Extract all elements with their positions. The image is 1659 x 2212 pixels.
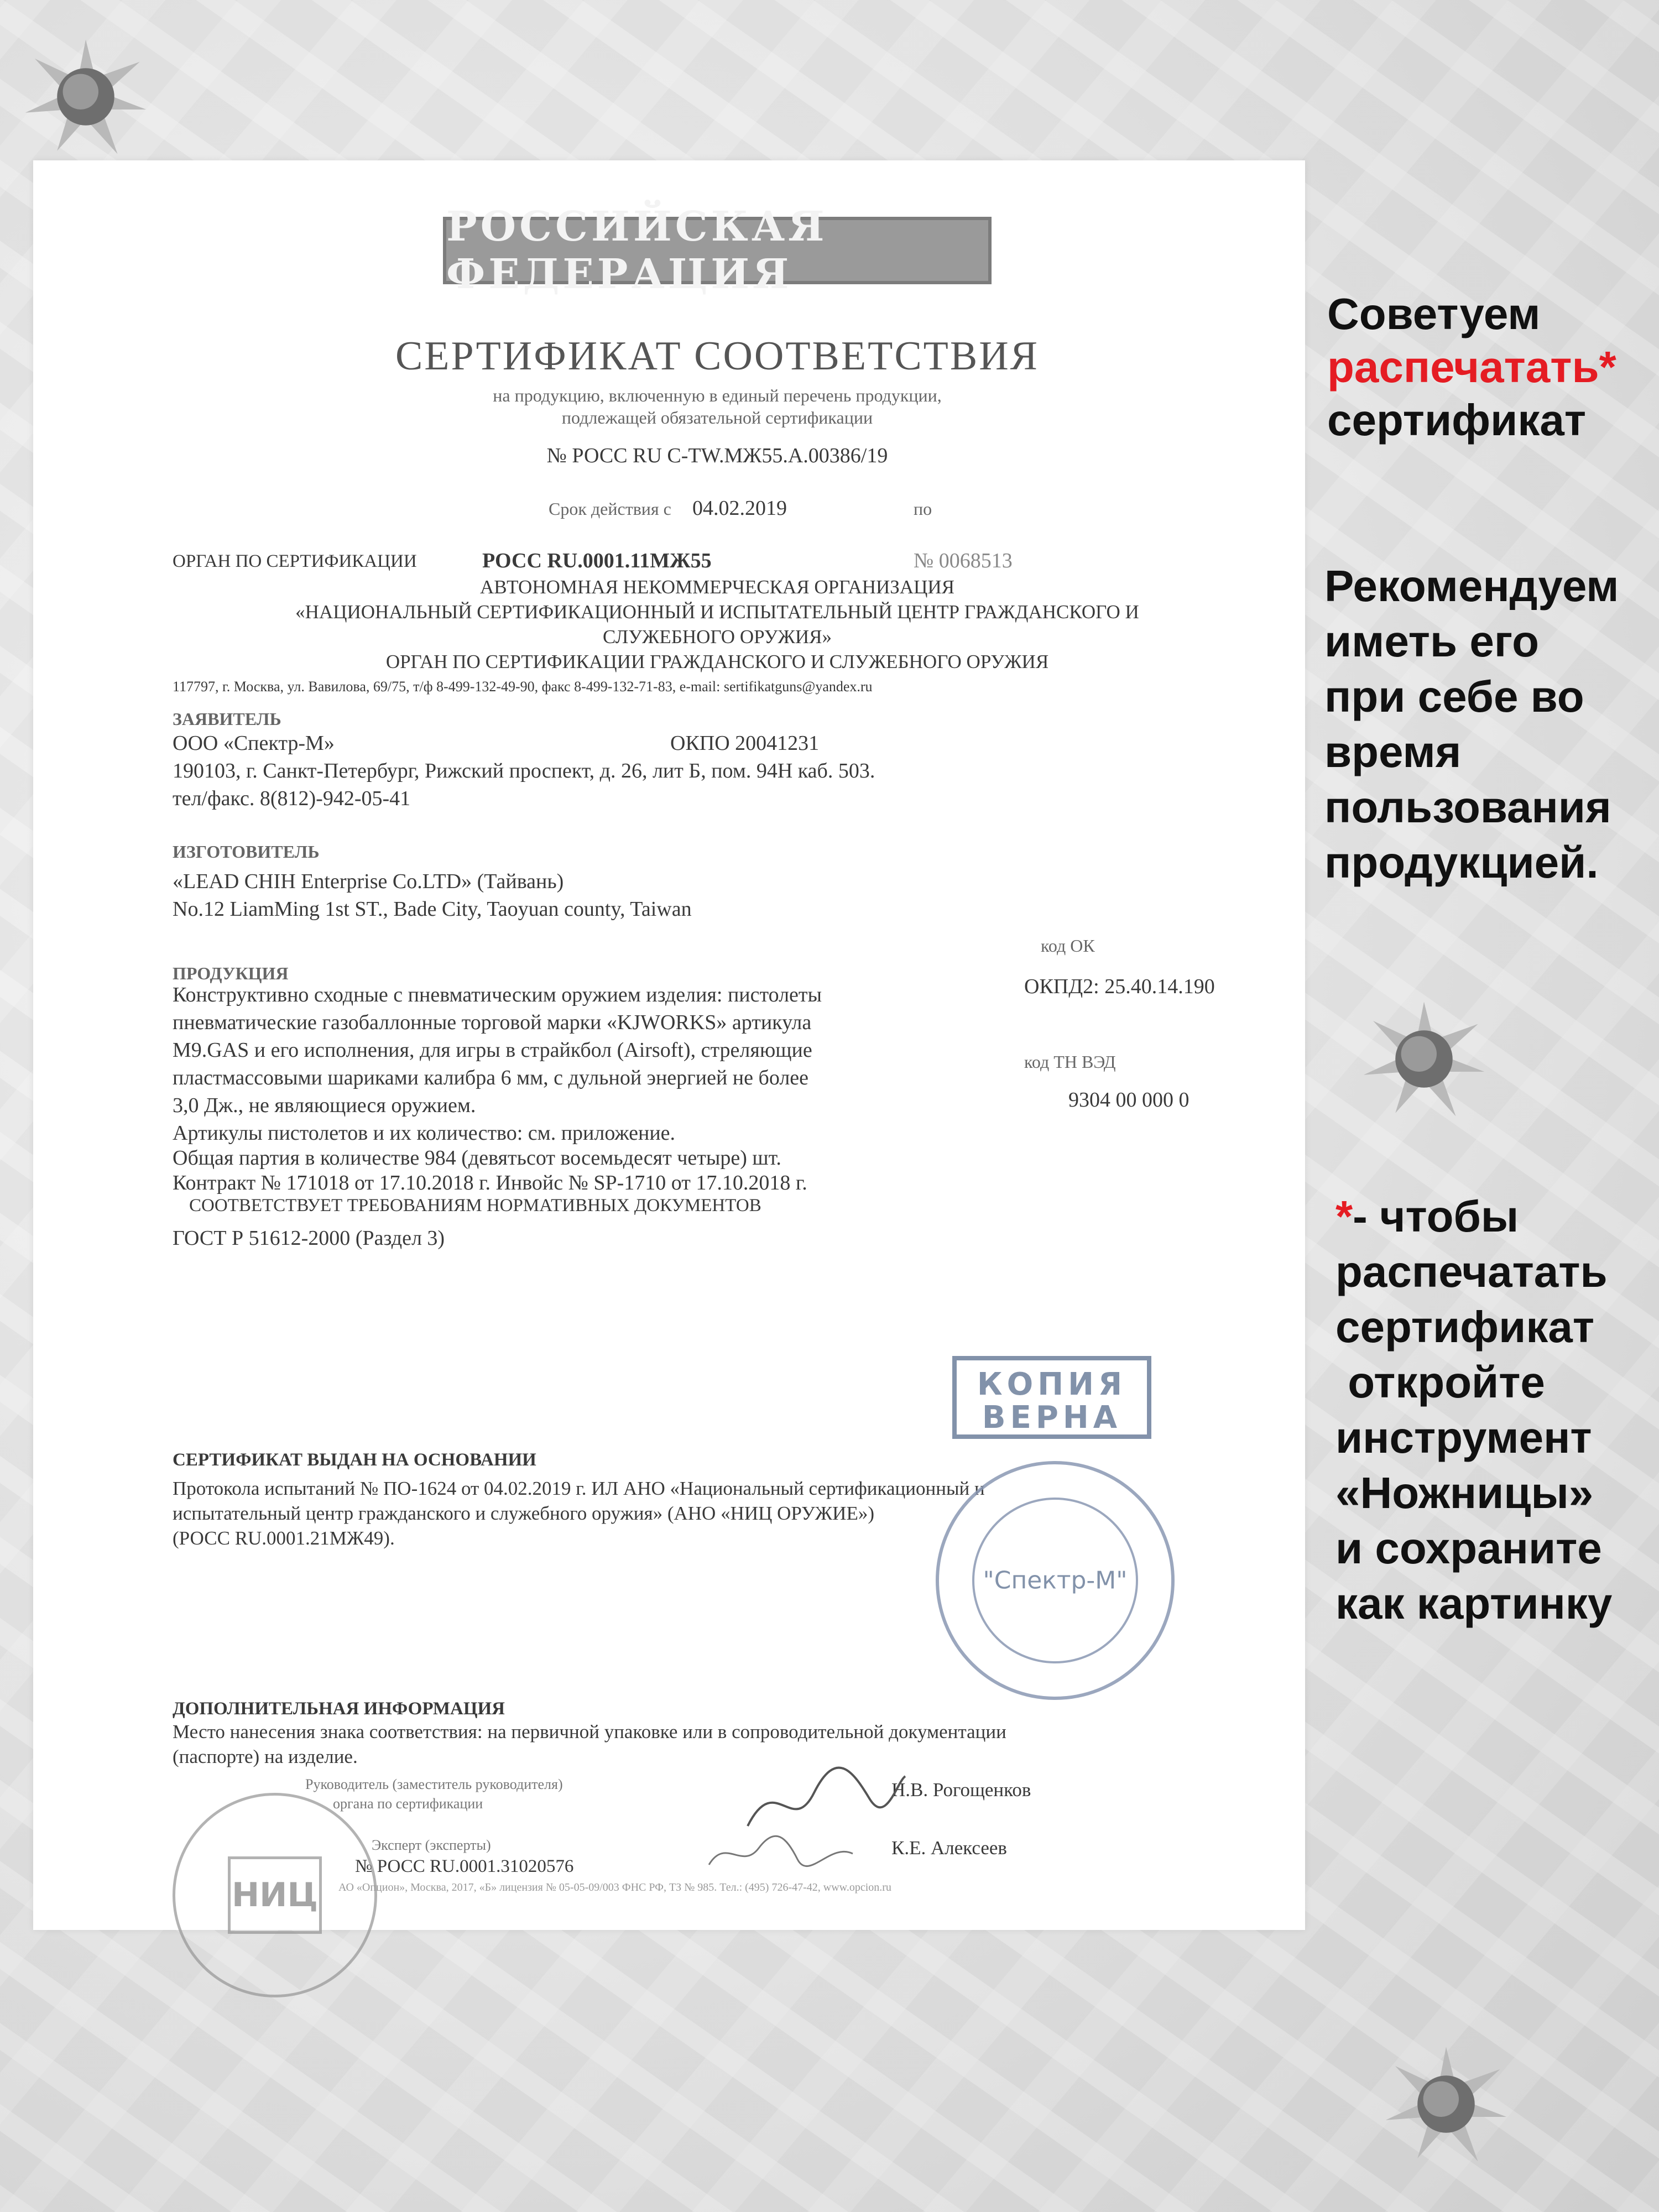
recommend-line: время: [1324, 727, 1462, 776]
okpd-code: ОКПД2: 25.40.14.190: [1024, 975, 1215, 998]
advice-line-1: Советуем: [1327, 289, 1541, 338]
body-label: ОРГАН ПО СЕРТИФИКАЦИИ: [173, 551, 417, 571]
recommend-line: при себе во: [1324, 672, 1584, 721]
expert-code: № РОСС RU.0001.31020576: [355, 1856, 574, 1876]
advice-print-word: распечатать: [1327, 342, 1599, 392]
org-line-4: ОРГАН ПО СЕРТИФИКАЦИИ ГРАЖДАНСКОГО И СЛУЖЕБНОГО ОРУЖИЯ: [385, 651, 1049, 672]
certificate-scan: [33, 160, 1305, 1930]
applicant-okpo: ОКПО 20041231: [670, 732, 820, 755]
bullet-hole-icon: [1383, 2041, 1510, 2168]
note-line: «Ножницы»: [1335, 1468, 1594, 1517]
carry-recommendation: [1324, 559, 1619, 890]
maker-label: ИЗГОТОВИТЕЛЬ: [173, 842, 320, 862]
note-line: как картинку: [1335, 1579, 1613, 1628]
maker-address: No.12 LiamMing 1st ST., Bade City, Taoyuan county, Taiwan: [173, 898, 692, 921]
product-line-7: Общая партия в количестве 984 (девятьсот восемьдесят четыре) шт.: [173, 1146, 781, 1170]
note-line-1: - чтобы: [1353, 1192, 1519, 1241]
bullet-hole-icon: [1360, 995, 1488, 1123]
applicant-label: ЗАЯВИТЕЛЬ: [173, 709, 281, 729]
note-star: *: [1335, 1192, 1353, 1241]
product-label: ПРОДУКЦИЯ: [173, 963, 289, 983]
validity-label: Срок действия с: [549, 499, 671, 519]
bullet-hole-icon: [22, 33, 149, 160]
certificate-frame: [127, 203, 1307, 1914]
expert-label: Эксперт (эксперты): [372, 1837, 491, 1853]
recommend-line: иметь его: [1324, 617, 1540, 666]
copy-stamp-line-2: ВЕРНА: [982, 1400, 1122, 1436]
head-name: Н.В. Рогощенков: [891, 1779, 1031, 1801]
recommend-line: пользования: [1324, 782, 1611, 832]
conforms-label: СООТВЕТСТВУЕТ ТРЕБОВАНИЯМ НОРМАТИВНЫХ ДОКУМЕНТОВ: [189, 1196, 761, 1215]
product-line-6: Артикулы пистолетов и их количество: см. приложение.: [173, 1121, 676, 1145]
head-label-2: органа по сертификации: [333, 1796, 483, 1812]
country-banner: РОССИЙСКАЯ ФЕДЕРАЦИЯ: [443, 217, 992, 284]
tnved-label: код ТН ВЭД: [1024, 1052, 1116, 1072]
org-line-3: СЛУЖЕБНОГО ОРУЖИЯ»: [603, 626, 832, 648]
subtitle-line-2: подлежащей обязательной сертификации: [561, 408, 873, 427]
applicant-phone: тел/факс. 8(812)-942-05-41: [173, 787, 411, 810]
note-line: распечатать: [1335, 1247, 1608, 1296]
basis-line-3: (РОСС RU.0001.21МЖ49).: [173, 1527, 395, 1549]
expert-name: К.Е. Алексеев: [891, 1837, 1007, 1859]
org-address: 117797, г. Москва, ул. Вавилова, 69/75, т/ф 8-499-132-49-90, факс 8-499-132-71-83, e-mail: sertifikatguns@yandex.ru: [173, 679, 873, 695]
note-line: сертификат: [1335, 1302, 1595, 1352]
note-line: откройте: [1335, 1358, 1545, 1407]
ok-code-label: код ОК: [1041, 936, 1095, 956]
certificate-number: [173, 444, 1262, 468]
maker-name: «LEAD CHIH Enterprise Co.LTD» (Тайвань): [173, 870, 564, 893]
company-seal-text: "Спектр-М": [983, 1566, 1128, 1595]
product-line-4: пластмассовыми шариками калибра 6 мм, с дульной энергией не более: [173, 1066, 809, 1089]
applicant-address: 190103, г. Санкт-Петербург, Рижский проспект, д. 26, лит Б, пом. 94Н каб. 503.: [173, 759, 875, 782]
product-line-3: M9.GAS и его исполнения, для игры в страйкбол (Airsoft), стреляющие: [173, 1039, 812, 1062]
basis-line-2: испытательный центр гражданского и служебного оружия» (АНО «НИЦ ОРУЖИЕ»): [173, 1503, 874, 1524]
advice-line-3: сертификат: [1327, 395, 1587, 445]
basis-line-1: Протокола испытаний № ПО-1624 от 04.02.2019 г. ИЛ АНО «Национальный сертификационный и: [173, 1478, 985, 1499]
validity-to-label: по: [914, 499, 932, 519]
copy-stamp-line-1: КОПИЯ: [977, 1366, 1127, 1402]
certificate-title: СЕРТИФИКАТ СООТВЕТСТВИЯ: [395, 333, 1040, 379]
extra-line-1: Место нанесения знака соответствия: на первичной упаковке или в сопроводительной документации: [173, 1721, 1006, 1743]
copy-verified-stamp: [952, 1356, 1151, 1439]
note-line: и сохраните: [1335, 1524, 1602, 1573]
recommend-line: Рекомендуем: [1324, 561, 1619, 611]
print-advice: [1327, 288, 1616, 447]
extra-label: ДОПОЛНИТЕЛЬНАЯ ИНФОРМАЦИЯ: [173, 1699, 505, 1719]
nic-logo: НИЦ: [228, 1856, 322, 1934]
subtitle-line-1: на продукцию, включенную в единый перечень продукции,: [493, 385, 942, 405]
nic-seal: [173, 1793, 377, 1997]
product-line-1: Конструктивно сходные с пневматическим оружием изделия: пистолеты: [173, 983, 822, 1006]
body-code: РОСС RU.0001.11МЖ55: [482, 549, 712, 572]
print-footer: АО «Опцион», Москва, 2017, «Б» лицензия № 05-05-09/003 ФНС РФ, ТЗ № 985. Тел.: (495) 726-47-42, www.opcion.ru: [338, 1881, 891, 1893]
tnved-code: 9304 00 000 0: [1068, 1088, 1190, 1112]
validity-from: 04.02.2019: [692, 497, 787, 520]
head-label: Руководитель (заместитель руководителя): [305, 1776, 563, 1792]
org-line-1: АВТОНОМНАЯ НЕКОММЕРЧЕСКАЯ ОРГАНИЗАЦИЯ: [479, 576, 955, 598]
basis-label: СЕРТИФИКАТ ВЫДАН НА ОСНОВАНИИ: [173, 1450, 536, 1470]
org-line-2: «НАЦИОНАЛЬНЫЙ СЕРТИФИКАЦИОННЫЙ И ИСПЫТАТЕЛЬНЫЙ ЦЕНТР ГРАЖДАНСКОГО И: [295, 601, 1139, 623]
product-line-5: 3,0 Дж., не являющиеся оружием.: [173, 1094, 476, 1117]
applicant-name: ООО «Спектр-М»: [173, 732, 335, 755]
note-line: инструмент: [1335, 1413, 1592, 1462]
company-seal: [936, 1461, 1175, 1700]
serial-number: № 0068513: [914, 549, 1013, 572]
product-line-8: Контракт № 171018 от 17.10.2018 г. Инвойс № SP-1710 от 17.10.2018 г.: [173, 1171, 807, 1194]
product-line-2: пневматические газобаллонные торговой марки «KJWORKS» артикула: [173, 1011, 812, 1034]
number-value: РОСС RU C-TW.МЖ55.А.00386/19: [572, 444, 888, 467]
advice-star: *: [1599, 342, 1616, 392]
extra-line-2: (паспорте) на изделие.: [173, 1746, 358, 1767]
standard: ГОСТ Р 51612-2000 (Раздел 3): [173, 1227, 445, 1250]
number-prefix: №: [546, 444, 567, 467]
print-instructions: [1335, 1189, 1612, 1631]
recommend-line: продукцией.: [1324, 838, 1599, 887]
expert-signature: [703, 1820, 858, 1881]
